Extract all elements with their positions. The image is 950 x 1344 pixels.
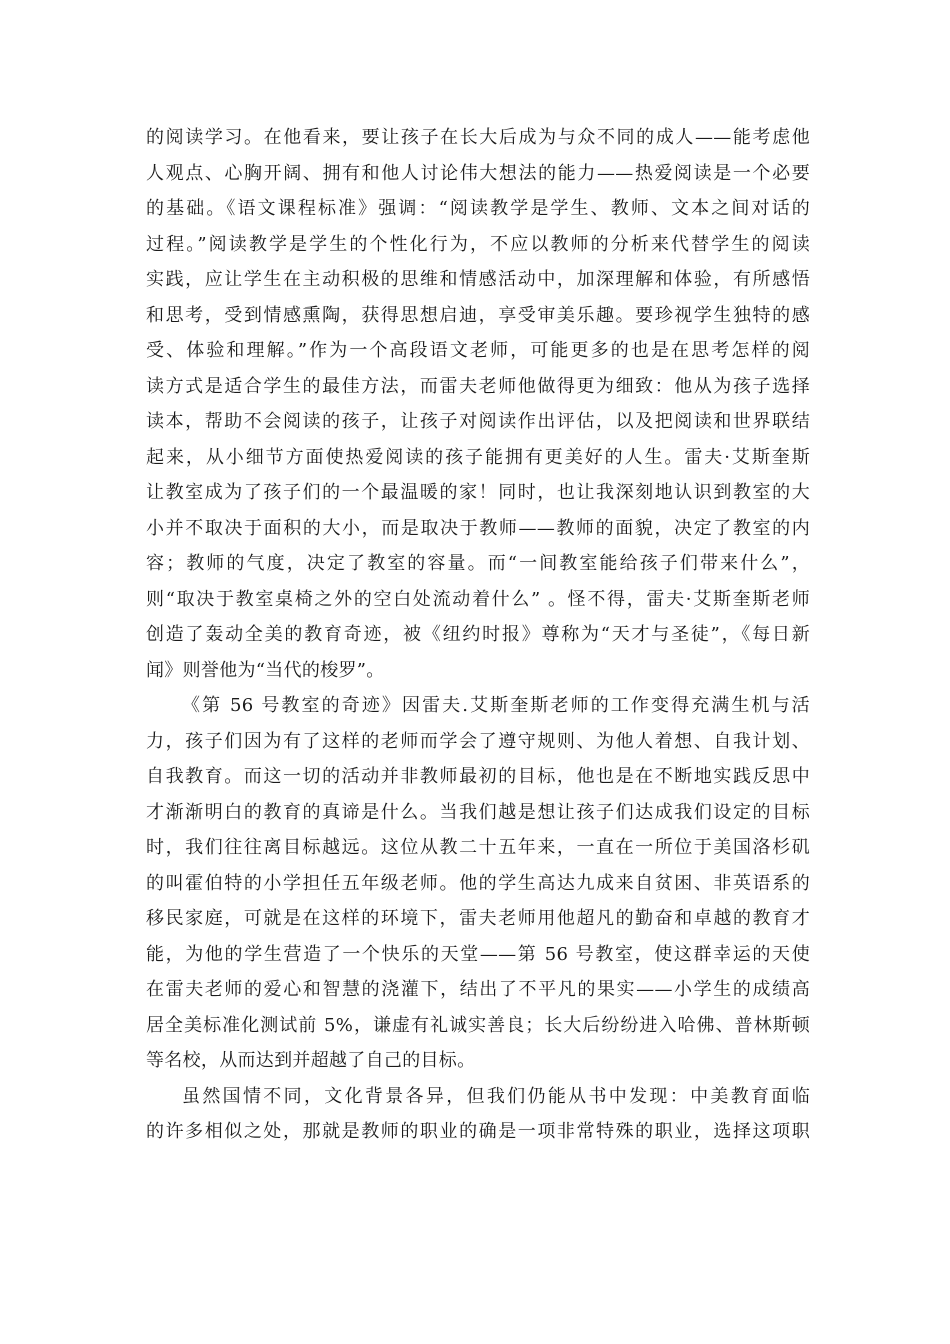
text-line: 创造了轰动全美的教育奇迹，被《纽约时报》尊称为“天才与圣徒”，《每日新 (146, 624, 810, 645)
text-line: 能，为他的学生营造了一个快乐的天堂——第 56 号教室，使这群幸运的天使 (146, 943, 810, 965)
text-line: 的叫霍伯特的小学担任五年级老师。他的学生高达九成来自贫困、非英语系的 (146, 872, 810, 894)
text-line: 《第 56 号教室的奇迹》因雷夫.艾斯奎斯老师的工作变得充满生机与活 (182, 695, 810, 716)
text-line: 容；教师的气度，决定了教室的容量。而“一间教室能给孩子们带来什么”， (146, 553, 810, 574)
text-line: 虽然国情不同，文化背景各异，但我们仍能从书中发现：中美教育面临 (182, 1085, 810, 1107)
text-line: 自我教育。而这一切的活动并非教师最初的目标，他也是在不断地实践反思中 (146, 766, 810, 787)
text-line: 的基础。《语文课程标准》强调：“阅读教学是学生、教师、文本之间对话的 (146, 198, 810, 219)
text-line: 读本，帮助不会阅读的孩子，让孩子对阅读作出评估，以及把阅读和世界联结 (146, 411, 810, 432)
text-line: 居全美标准化测试前 5%，谦虚有礼诚实善良；长大后纷纷进入哈佛、普林斯顿 (146, 1014, 810, 1036)
text-line: 过程。”阅读教学是学生的个性化行为，不应以教师的分析来代替学生的阅读 (146, 233, 810, 255)
text-line: 受、体验和理解。”作为一个高段语文老师，可能更多的也是在思考怎样的阅 (146, 340, 810, 361)
text-line: 则“取决于教室桌椅之外的空白处流动着什么” 。怪不得，雷夫·艾斯奎斯老师 (146, 588, 810, 610)
text-line: 人观点、心胸开阔、拥有和他人讨论伟大想法的能力——热爱阅读是一个必要 (146, 162, 810, 184)
paragraph (146, 1079, 810, 1150)
text-line: 起来，从小细节方面使热爱阅读的孩子能拥有更美好的人生。雷夫·艾斯奎斯 (146, 446, 810, 468)
paragraph (146, 120, 810, 688)
text-line: 的许多相似之处，那就是教师的职业的确是一项非常特殊的职业，选择这项职 (146, 1121, 810, 1142)
text-line: 小并不取决于面积的大小，而是取决于教师——教师的面貌，决定了教室的内 (146, 517, 810, 539)
text-line: 才渐渐明白的教育的真谛是什么。当我们越是想让孩子们达成我们设定的目标 (146, 801, 810, 823)
text-line: 实践，应让学生在主动积极的思维和情感活动中，加深理解和体验，有所感悟 (146, 269, 810, 290)
text-line: 读方式是适合学生的最佳方法，而雷夫老师他做得更为细致：他从为孩子选择 (146, 375, 810, 397)
text-line: 等名校，从而达到并超越了自己的目标。 (146, 1050, 476, 1071)
text-line: 让教室成为了孩子们的一个最温暖的家！同时，也让我深刻地认识到教室的大 (146, 482, 810, 503)
text-line: 闻》则誉他为“当代的梭罗”。 (146, 659, 385, 681)
text-line: 力，孩子们因为有了这样的老师而学会了遵守规则、为他人着想、自我计划、 (146, 730, 810, 752)
text-line: 和思考，受到情感熏陶，获得思想启迪，享受审美乐趣。要珍视学生独特的感 (146, 304, 810, 326)
paragraph (146, 688, 810, 1079)
text-line: 时，我们往往离目标越远。这位从教二十五年来，一直在一所位于美国洛杉矶 (146, 837, 810, 858)
text-line: 的阅读学习。在他看来，要让孩子在长大后成为与众不同的成人——能考虑他 (146, 127, 810, 148)
text-line: 移民家庭，可就是在这样的环境下，雷夫老师用他超凡的勤奋和卓越的教育才 (146, 908, 810, 929)
body-text (146, 120, 810, 1150)
text-line: 在雷夫老师的爱心和智慧的浇灌下，结出了不平凡的果实——小学生的成绩高 (146, 979, 810, 1000)
